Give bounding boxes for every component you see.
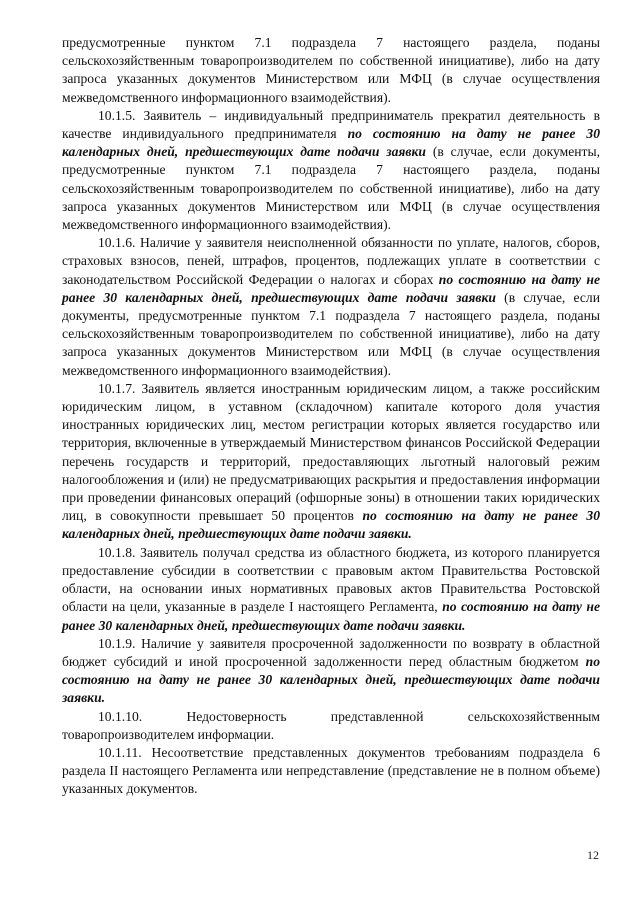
paragraph-text: 10.1.9. Наличие у заявителя просроченной задолженности по возврату в областной бюджет субсидий и иной просроченной задолженности перед областным бюджетом xyxy=(62,635,600,669)
document-page xyxy=(62,34,600,799)
paragraph-10-1-6 xyxy=(62,234,600,380)
paragraph-text: предусмотренные пунктом 7.1 подраздела 7 настоящего раздела, поданы сельскохозяйственным товаропроизводителем по собственной инициативе), либо на дату запроса указанных документов Министерством или МФЦ (в случае осуществления межведомственного информационного взаимодействия). xyxy=(62,35,600,105)
paragraph-text: 10.1.6. Наличие у заявителя неисполненной обязанности по уплате, налогов, сборов, страховых взносов, пеней, штрафов, процентов, подлежащих уплате в соответствии с законодательством Российской Федерации о налогах и сборах xyxy=(62,235,600,287)
paragraph-text: (в случае, если документы, предусмотренные пунктом 7.1 подраздела 7 настоящего раздела, поданы сельскохозяйственным товаропроизводителем по собственной инициативе), либо на дату запроса указанных документов Министерством или МФЦ (в случае осуществления межведомственного информационного взаимодействия). xyxy=(62,144,600,233)
paragraph-10-1-8 xyxy=(62,544,600,635)
emphasis-text: по состоянию на дату не ранее 30 календарных дней, предшествующих дате подачи заявки. xyxy=(62,653,600,706)
paragraph-10-1-9 xyxy=(62,635,600,708)
paragraph-10-1-7 xyxy=(62,380,600,544)
paragraph-text: 10.1.8. Заявитель получал средства из областного бюджета, из которого планируется предоставление субсидии в соответствии с правовым актом Правительства Ростовской области, на основании иных нормативных правовых актов Правительства Ростовской области на цели, указанные в разделе I настоящего Регламента, xyxy=(62,544,600,615)
paragraph-10-1-10 xyxy=(62,708,600,744)
paragraph-10-1-5 xyxy=(62,107,600,234)
emphasis-text: по состоянию на дату не ранее 30 календарных дней, предшествующих дате подачи заявки xyxy=(62,271,600,305)
page-number: 12 xyxy=(587,848,599,862)
paragraph-text: (в случае, если документы, предусмотренные пунктом 7.1 подраздела 7 настоящего раздела, поданы сельскохозяйственным товаропроизводителем по собственной инициативе), либо на дату запроса указанных документов Министерством или МФЦ (в случае осуществления межведомственного информационного взаимодействия). xyxy=(62,289,600,378)
emphasis-text: по состоянию на дату не ранее 30 календарных дней, предшествующих дате подачи заявки xyxy=(62,126,600,160)
paragraph-text: 10.1.5. Заявитель – индивидуальный предприниматель прекратил деятельность в качестве индивидуального предпринимателя xyxy=(62,107,600,142)
paragraph-continuation xyxy=(62,34,600,107)
paragraph-text: 10.1.11. Несоответствие представленных документов требованиям подраздела 6 раздела II настоящего Регламента или непредставление (представление не в полном объеме) указанных документов. xyxy=(62,744,600,797)
emphasis-text: по состоянию на дату не ранее 30 календарных дней, предшествующих дате подачи заявки. xyxy=(62,508,600,542)
paragraph-text: 10.1.10. Недостоверность представленной сельскохозяйственным товаропроизводителем информации. xyxy=(62,708,600,742)
paragraph-text: 10.1.7. Заявитель является иностранным юридическим лицом, а также российским юридическим лицом, в уставном (складочном) капитале которого доля участия иностранных юридических лиц, местом регистрации которых является государство или территория, включенные в утверждаемый Министерством финансов Российской Федерации перечень государств и территорий, предоставляющих льготный налоговый режим налогообложения и (или) не предусматривающих раскрытия и предоставления информации при проведении финансовых операций (офшорные зоны) в отношении таких юридических лиц, в совокупности превышает 50 процентов xyxy=(62,380,600,524)
paragraph-10-1-11 xyxy=(62,744,600,799)
emphasis-text: по состоянию на дату не ранее 30 календарных дней, предшествующих дате подачи заявки. xyxy=(62,599,600,633)
